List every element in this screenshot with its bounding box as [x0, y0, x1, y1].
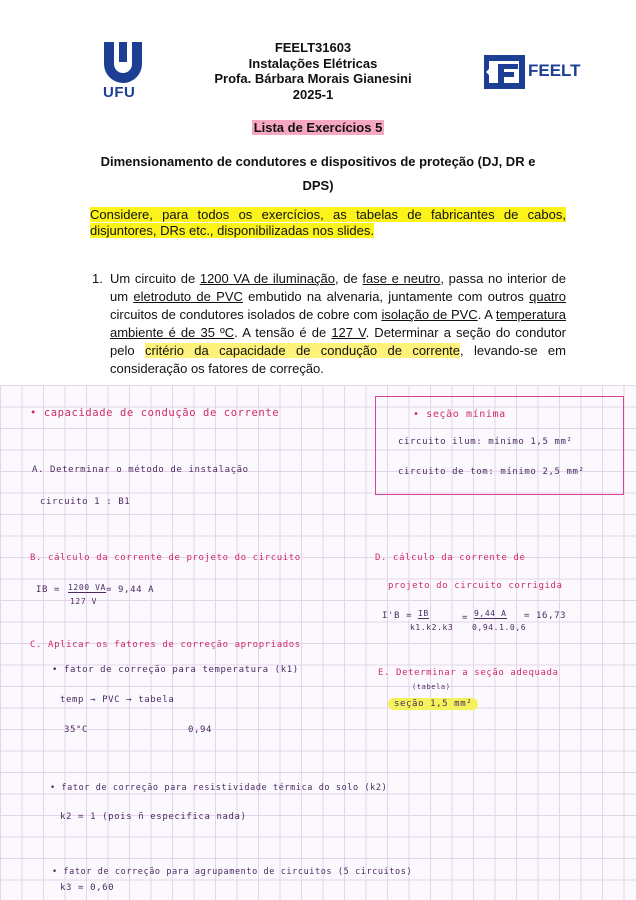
factor-k2-value: k2 = 1 (pois ñ especifica nada) — [60, 812, 247, 822]
step-d-denominator-1: k1.k2.k3 — [410, 623, 454, 632]
equals-sign: = — [462, 613, 469, 623]
step-b-result: = 9,44 A — [106, 585, 155, 595]
factor-k1-value: 0,94 — [188, 725, 213, 735]
factor-k3: • fator de correção para agrupamento de circuitos (5 circuitos) — [52, 867, 413, 877]
step-d-result: = 16,73 — [524, 611, 567, 621]
ufu-emblem-icon — [100, 40, 146, 84]
feelt-emblem-icon — [484, 52, 526, 92]
professor-name: Profa. Bárbara Morais Gianesini — [214, 71, 412, 86]
step-b-lhs: IB = — [36, 585, 61, 595]
ufu-logo — [100, 40, 146, 102]
step-e-heading: E. Determinar a seção adequada — [378, 668, 559, 678]
step-a-heading: A. Determinar o método de instalação — [32, 465, 249, 475]
question-1 — [90, 270, 566, 378]
step-d-lhs: I'B = — [382, 611, 413, 621]
general-note: Considere, para todos os exercícios, as tabelas de fabricantes de cabos, disjuntores, DRs etc., disponibilizadas nos slides. — [90, 207, 566, 238]
factor-k1: • fator de correção para temperatura (k1) — [52, 665, 299, 675]
notes-title: • capacidade de condução de corrente — [30, 407, 280, 419]
factor-k3-value: k3 = 0,60 — [60, 883, 115, 893]
feelt-logo — [484, 52, 584, 92]
step-b-denominator: 127 V — [70, 597, 98, 606]
handwritten-notes — [0, 385, 636, 900]
subject-title: Dimensionamento de condutores e dispositivos de proteção (DJ, DR e DPS) — [100, 154, 536, 193]
step-a-result: circuito 1 : B1 — [40, 497, 131, 507]
box-line-lighting: circuito ilum: mínimo 1,5 mm² — [398, 437, 573, 447]
course-header — [200, 40, 426, 102]
box-title: • seção mínima — [413, 409, 506, 420]
factor-k1-flow: temp → PVC → tabela — [60, 695, 175, 705]
list-title: Lista de Exercícios 5 — [253, 120, 383, 135]
step-e-result: seção 1,5 mm² — [388, 699, 478, 709]
course-code: FEELT31603 — [274, 40, 352, 55]
factor-k1-temp: 35°C — [64, 725, 89, 735]
step-d-denominator-2: 0,94.1.0,6 — [472, 623, 527, 632]
step-d-numerator-1: IB — [418, 609, 429, 618]
question-text: Um circuito de 1200 VA de iluminação, de fase e neutro, passa no interior de um eletroduto de PVC embutido na alvenaria, juntamente com outros quatro circuitos de condutores isolados de cobre com isolação de PVC. A temperatura ambiente é de 35 ºC. A tensão é de 127 V. Determinar a seção do condutor pelo critério da capacidade de condução de corrente, levando-se em consideração os fatores de correção. — [110, 271, 567, 376]
box-line-outlets: circuito de tom: mínimo 2,5 mm² — [398, 467, 585, 477]
step-c-heading: C. Aplicar os fatores de correção apropriados — [30, 640, 301, 650]
ufu-logo-text: UFU — [103, 84, 136, 101]
step-d-heading-1: D. cálculo da corrente de — [375, 553, 526, 563]
course-name: Instalações Elétricas — [248, 55, 378, 71]
question-number: 1. — [92, 271, 103, 286]
exercise-sheet — [0, 0, 636, 385]
step-d-heading-2: projeto do circuito corrigida — [388, 581, 563, 591]
feelt-logo-text: FEELT — [528, 61, 581, 80]
step-b-numerator: 1200 VA — [68, 583, 106, 592]
factor-k2: • fator de correção para resistividade térmica do solo (k2) — [50, 783, 388, 793]
term: 2025-1 — [292, 86, 334, 102]
step-d-numerator-2: 9,44 A — [474, 609, 507, 618]
step-b-heading: B. cálculo da corrente de projeto do circuito — [30, 553, 301, 563]
step-e-subnote: (tabela) — [412, 683, 451, 691]
